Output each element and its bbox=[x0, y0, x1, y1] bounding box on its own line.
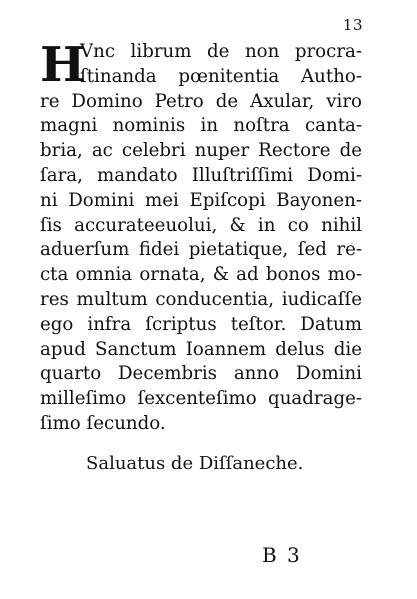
text-line-12: ego infra ſcriptus teſtor. Datum bbox=[40, 313, 362, 335]
signature-line: Saluatus de Diſſaneche. bbox=[86, 453, 304, 474]
text-line-7: ni Domini mei Epiſcopi Bayonen- bbox=[40, 189, 362, 211]
text-line-2: ſtinanda pœnitentia Autho- bbox=[80, 65, 362, 87]
text-line-15: milleſimo ſexcenteſimo quadrage- bbox=[40, 388, 362, 410]
drop-cap-initial: H bbox=[40, 37, 86, 93]
text-line-8: ſis accurateeuolui, & in co nihil bbox=[40, 214, 362, 236]
text-line-14: quarto Decembris anno Domini bbox=[40, 363, 362, 385]
text-line-11: res multum conducentia, iudicaſſe bbox=[40, 288, 362, 310]
page-number: 13 bbox=[342, 16, 363, 34]
text-line-4: magni nominis in noſtra canta- bbox=[40, 115, 362, 137]
text-line-13: apud Sanctum Ioannem delus die bbox=[40, 338, 362, 360]
text-line-10: cta omnia ornata, & ad bonos mo- bbox=[40, 264, 362, 286]
text-line-5: bria, ac celebri nuper Rectore de bbox=[40, 140, 362, 162]
text-line-6: ſara, mandato Illuſtriſſimi Domi- bbox=[40, 164, 362, 186]
text-line-1: Vnc librum de non procra- bbox=[80, 41, 362, 62]
text-line-16: ſimo ſecundo. bbox=[40, 412, 166, 434]
signature-mark-b3: B 3 bbox=[262, 543, 302, 567]
text-line-3: re Domino Petro de Axular, viro bbox=[40, 90, 362, 112]
approbation-text bbox=[40, 37, 362, 437]
text-line-9: aduerſum fidei pietatique, ſed re- bbox=[40, 239, 362, 261]
